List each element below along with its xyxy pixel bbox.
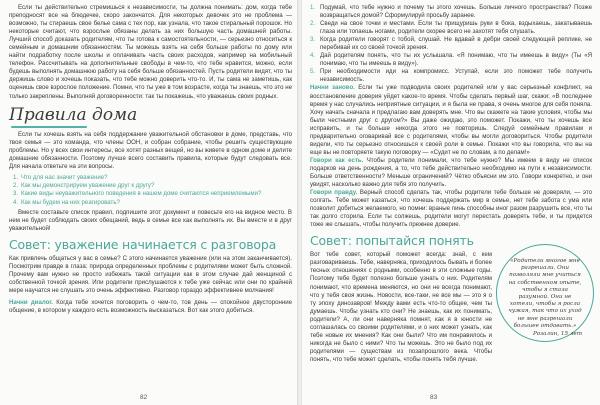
conversation-paragraph: Как привлечь общаться у вас в семье? С этого начинается уважение (или на этом заканчивается). Посмотрим правде в глаза: природа определенных проблемы с родителями может быть сложной. Прочему вам нужно не просто избежать такой ситуации как в этом случае дай женщиной с собственной точкой зрения. Или родители прислушаются к тебе уже сейчас или они по крайней мере научатся не слушать это очень эффективно. Разговор гораздо эффективнее молчания! — [9, 255, 292, 295]
step-item: 1. Подумай, что тебе нужно и почему ты этого хочешь. Больше личного пространства? Позже возвращаться домой? Сформулируй просьбу заранее. — [310, 4, 592, 20]
question-item: 4. Как мы будем на них реагировать? — [13, 198, 120, 206]
step-item: 3. Когда родители говорят с тобой, слушай. Не вдавай в дебри своей следующей реплике, не перебивай их со своей точкой зрения. — [310, 36, 592, 52]
page-number: 83 — [430, 394, 438, 401]
right-page — [302, 0, 600, 405]
quote-bubble — [496, 244, 594, 342]
section-title-understand: Совет: попытайся понять — [310, 233, 474, 249]
question-item: 3. Какие виды неуважительного поведения в нашем доме считаются неприемлемыми? — [13, 190, 262, 198]
quote-text: «Родители многое мне разрешали. Они позволяли мне учиться на собственном опыте, чтобы я стала разумной. Они не хотели, чтобы я росла чужая, так что их уход не мне разрешали большее отдавать.» Розалин, 15 лет — [508, 258, 582, 338]
dialog-label: Начни диалог. — [9, 299, 53, 307]
begin-again-label: Начни заново. — [310, 84, 355, 92]
left-page — [0, 0, 298, 405]
title-underline — [11, 126, 87, 128]
question-item: 1. Что для нас значит уважение? — [13, 173, 108, 181]
step-item: 4. Дай родителям понять, что ты их услышала. «Я понимаю, что ты имеешь в виду» (Ты «Я понимаю, что ты имеешь в виду»). — [310, 52, 592, 68]
page-number: 82 — [140, 394, 148, 401]
dialog-paragraph: Начни диалог. Когда тебе хочется поговорить о чем-то, тов день — спокойное двусторонние общение, в котором у каждого есть возможность высказаться. Вот как этого добиться. — [9, 299, 292, 315]
say-paragraph: Говори как есть. Чтобы родители понимали, что тебе нужно? Мы имеем в виду не список подарков на день рождения, а то, что тебе действительно необходимо на пути к независимости. Больше ответственности? Меньше ограничений? Чётко объясни им это. Говори конкретно, и они увидят, насколько важно для тебя это получить. — [310, 156, 592, 189]
step-item: 2. Сведи на свое точки и местами. Если ты прищуришь руки в бока, вздыхаешь, закатываешь глаза или топаешь ногами, родители скорее всего не захотят тебя слушать. — [310, 20, 592, 36]
step-item: 5. При необходимости иди на компромисс. Уступай, если это поможет тебе получить независимость. — [310, 68, 592, 84]
rules-paragraph: Если ты хочешь взять на себя поддержание уважительной обстановки в доме, представь, что твоя семья — это команда, что члены ООН, и собран собрание, чтобы решить существующие проблемы. Но у всех свои интересы, все хотят разных вещей, но вы живете в одном доме и делите домашние обязанности. Поэтому лучше всего составить правила, которые будут следовать все. Для начала ответьте на эти вопросы. — [9, 130, 292, 170]
section-title-conversation: Совет: уважение начинается с разговора — [9, 237, 277, 253]
truth-label: Говори правду. — [310, 189, 358, 197]
hand-title: Правила дома — [9, 104, 138, 125]
understand-paragraph: Вот тебе совет, который поможет всегда: знай, с кем разговариваешь. Тебе, наверняка, приходилось бывать и более тесных отношениях с родными, особенно в эти сложные годы. Поэтому тебе будет полезно больше узнать о них. Родителям понимают, что времена меняются, но они не всегда понимают, что у тебя своя жизнь. Новости, все-таки, не все мы — это я о ту эпоху динозавров! Между вами есть что-то общее, чем ты думаешь. Чтобы узнать кто они? Не знаешь, как их понимать, родители? А, ли они наверняка помнят, как я в юности не соглашалась со своими родителями, и о них может узнать, как тебе новые их мнения? Как они были? Что им понравилось и никогда не было с ними? Что ты можешь. Это не было под их родителями — существам из позапрошлого века. Чтобы понять, что тебе может сделать, чтобы понять тебя лучше. — [310, 251, 492, 363]
questions-list — [9, 174, 292, 207]
quote-author: Розалин, 15 лет — [533, 331, 582, 338]
say-label: Говори как есть. — [310, 156, 364, 164]
question-item: 2. Как мы демонстрируем уважение друг к другу? — [13, 182, 155, 190]
intro-paragraph: Если ты действительно стремишься к независимости, ты должна понимать: дом, когда тебе преподносят все на блюдечке, скоро закончатся. Для некоторых девочек это не проблема — возможно, ты стираешь свое белье сама с тех пор, как узнала, что такое стиральный порошок. Но некоторые считают, что взрослые обязаны делать за них большую часть домашней работы. Лучший способ доказать родителям, что ты готова к самостоятельности, — серьезно относиться к семейным и домашним обязанностям. Ты можешь взять на себя больше работы по дому или найти подработку после школы и оплачивать часть своих расходов, например на мобильный телефон. Рассчитывать на дополнительные свободы в чем-то, что тебе нравится, можно, если будешь выполнять домашнюю работу на себя больше обязанностей. Пусть родители видят, что ты держишь слово и хочешь показать, что тебе можно доверить что-то. И, ты сама не заметишь, как оценишь свое взрослое положение. Помни, что ты уже в том возрасте, когда ты знаешь, что это не только закреплены. Выполняй договоренности: так ты покажешь, что уважаешь своих родных. — [9, 4, 292, 100]
rules-after-paragraph: Вместе составьте список правил, подпишите этот документ и повесьте его на видное место. В нем не будет соблюдать своих обещаний, ведь в семье все как выполнять их. Вы вместе и в друг уважительной! — [9, 208, 292, 233]
truth-paragraph: Говори правду. Верный способ сделать так, чтобы родители тебе больше не доверяли, — это солгать. Тебе может казаться, что хочешь поддержать мир в семье, нет тебе забота с ума или позволит добиться желаемого, но помни: враные пинь способны иног разом разрушить все, что ты так долго сторила. Если ты солжешь, родители могут перестать доверять тебе, и ты придется тоже же слышать, чтобы получить прежнее доверие. — [310, 189, 592, 229]
begin-again-paragraph: Начни заново. Если ты уже подводила своих родителей или у вас серьезный конфликт, на восстановление доверия уйдет какое-то время. Чтобы сделать первый шаг, скажи: «В последнее время у нас случались неприятные ситуации, и я была не права, я очень многое для себя поняла. Хочу начать сначала и предлагаю вам доверять мне. Что вы скажете на такие условия, чтобы мы были честными друг с другом?» Вы даже ожидаю, это поможет. Покажи, что ты хочешь все исправить, и ты больше никогда этого не повторишь. Следуй семейным правилам и предварительно оговаривай все с родителями, чтобы вы могли договориться. Чтобы родители видели, что ты серьезно относишься к своей роли в семье. Покажи что вы говорила, что вы на еще вы не повторяете такую поговорку — «Судит не по словам, а по делам!» — [310, 84, 592, 156]
steps-list — [310, 4, 592, 84]
